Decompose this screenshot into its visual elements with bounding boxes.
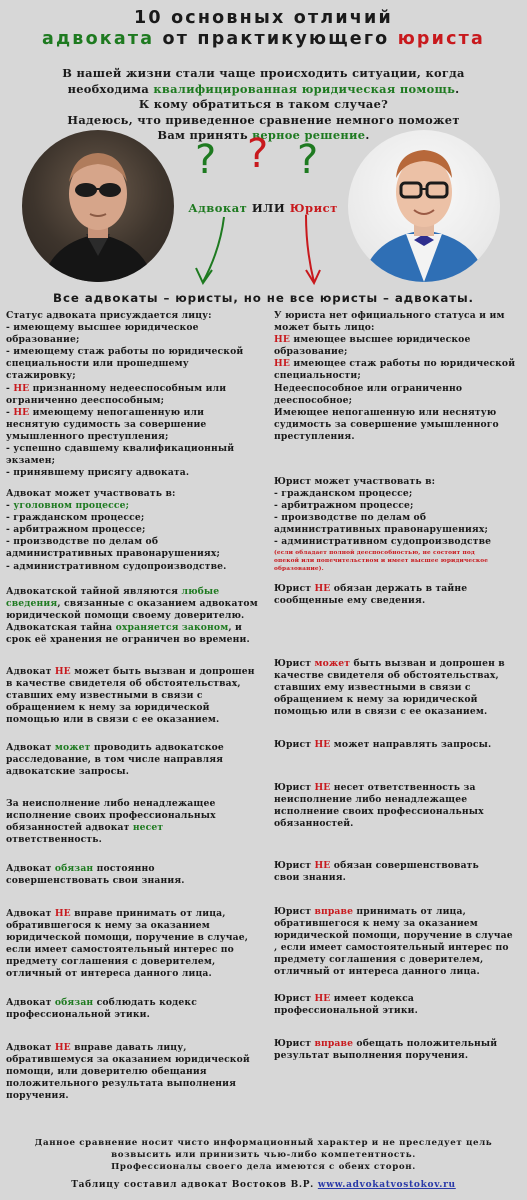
comparison-line: - арбитражном процессе; <box>6 524 146 536</box>
comparison-line: срок её хранения не ограничен во времени. <box>6 634 250 646</box>
comparison-line: Имеющее непогашенную или неснятую <box>274 406 497 418</box>
comparison-line: За неисполнение либо ненадлежащее <box>6 798 216 809</box>
disclaimer <box>10 1137 517 1173</box>
comparison-line: обратившегося к нему за оказанием <box>274 918 478 930</box>
row-10-right <box>274 1038 524 1062</box>
comparison-line: исполнение своих профессиональных <box>6 810 216 822</box>
row-1-left <box>6 310 268 479</box>
comparison-line: профессиональной этики. <box>6 1009 150 1021</box>
comparison-line: Юрист может участвовать в: <box>274 476 436 487</box>
emphasis-negative: НЕ <box>274 358 290 370</box>
intro-fragment: . <box>455 81 460 96</box>
comparison-line: положительного результата выполнения <box>6 1078 237 1090</box>
emphasis-negative: вправе <box>314 906 354 917</box>
comparison-line: совершенствовать свои знания. <box>6 875 185 887</box>
comparison-line: исполнение своих профессиональных <box>274 806 484 818</box>
comparison-line: может быть лицо: <box>274 322 375 334</box>
compare-advocate: Адвокат <box>188 201 248 215</box>
comparison-line: - производстве по делам об <box>6 536 159 548</box>
comparison-line: - гражданском процессе; <box>6 512 145 524</box>
row-5-left <box>6 742 268 778</box>
intro-line: Надеюсь, что приведенное сравнение немного поможет <box>67 112 460 127</box>
comparison-line: Адвокатская тайна охраняется законом, и <box>6 622 243 634</box>
row-9-right <box>274 993 524 1017</box>
comparison-line: специальности; <box>274 370 361 382</box>
intro-fragment: Вам принять <box>157 128 253 142</box>
compare-or: ИЛИ <box>247 201 290 215</box>
comparison-line: обратившемуся за оказанием юридической <box>6 1054 250 1066</box>
comparison-line: расследование, в том числе направляя <box>6 754 224 766</box>
emphasis-negative: НЕ <box>314 993 331 1004</box>
emphasis-positive: охраняется законом <box>115 622 229 634</box>
website-link[interactable]: www.advokatvostokov.ru <box>317 1180 456 1190</box>
comparison-line: неисполнение либо ненадлежащее <box>274 794 468 806</box>
comparison-line: неснятую судимость за совершение <box>6 418 207 430</box>
comparison-line: Юрист вправе обещать положительный <box>274 1038 498 1049</box>
comparison-line: сообщенные ему сведения. <box>274 595 426 607</box>
comparison-line: - уголовном процессе; <box>6 500 130 512</box>
comparison-line: Адвокат может участвовать в: <box>6 488 176 499</box>
main-statement: Все адвокаты – юристы, но не все юристы – адвокаты. <box>53 291 474 305</box>
row-7-left <box>6 863 268 887</box>
comparison-line: поручения. <box>6 1090 69 1102</box>
emphasis-negative: НЕ <box>314 860 331 871</box>
comparison-line: - НЕ имеющему непогашенную или <box>6 406 205 418</box>
title-middle: от практикующего <box>154 29 398 49</box>
title-lawyer: юриста <box>397 29 486 49</box>
comparison-line: - арбитражном процессе; <box>274 500 414 512</box>
comparison-line: обращением к нему за юридической <box>6 702 210 714</box>
comparison-line: У юриста нет официального статуса и им <box>274 310 505 321</box>
comparison-line: отличный от интереса данного лица. <box>274 966 480 978</box>
question-mark-icon: ? <box>195 137 217 183</box>
arrow-down-left-icon <box>203 217 224 282</box>
comparison-line: - успешно сдавшему квалификационный <box>6 443 235 455</box>
comparison-line: Адвокат НЕ может быть вызван и допрошен <box>6 666 255 677</box>
comparison-line: ставших ему известными в связи с <box>6 690 203 702</box>
comparison-line: - административном судопроизводстве. <box>6 560 227 572</box>
comparison-line: Юрист НЕ несет ответственность за <box>274 782 476 793</box>
intro-highlight: верное решение <box>252 128 366 142</box>
row-4-right <box>274 658 524 718</box>
row-10-left <box>6 1042 268 1102</box>
emphasis-negative: вправе <box>314 1038 354 1049</box>
title-advocate: адвоката <box>41 29 155 49</box>
comparison-line: экзамен; <box>6 455 56 467</box>
comparison-line: умышленного преступления; <box>6 430 169 442</box>
comparison-line: свои знания. <box>274 872 346 884</box>
row-3-right <box>274 583 524 607</box>
comparison-line: специальности или прошедшему <box>6 358 189 370</box>
emphasis-negative: НЕ <box>54 666 71 677</box>
comparison-line: Адвокат НЕ вправе принимать от лица, <box>6 908 226 919</box>
credit-text: Таблицу составил адвокат Востоков В.Р. <box>71 1180 318 1190</box>
comparison-line: юридической помощи, поручение в случае <box>274 930 513 942</box>
comparison-line: административных правонарушениях; <box>6 548 221 560</box>
comparison-line: помощью или в связи с ее оказанием. <box>274 706 488 718</box>
disclaimer-line: возвысить или принизить чью-либо компетентность. <box>111 1150 416 1160</box>
comparison-line: Адвокат может проводить адвокатское <box>6 742 224 753</box>
comparison-line: административных правонарушениях; <box>274 524 489 536</box>
comparison-line: - принявшему присягу адвоката. <box>6 467 190 479</box>
question-mark-icon: ? <box>247 131 269 177</box>
comparison-line: Юрист НЕ может направлять запросы. <box>274 739 492 750</box>
emphasis-positive: обязан <box>54 997 94 1008</box>
credit-line <box>0 1180 527 1190</box>
emphasis-positive: обязан <box>54 863 94 874</box>
intro-fragment: необходима <box>67 81 154 96</box>
comparison-line: , если имеет самостоятельный интерес по <box>274 942 509 954</box>
comparison-line: НЕ имеющее высшее юридическое <box>274 334 471 346</box>
comparison-line: Недееспособное или ограниченно <box>274 382 463 394</box>
comparison-line: обязанностей. <box>274 818 354 830</box>
emphasis-positive: уголовном процессе; <box>13 500 130 512</box>
comparison-line: в качестве свидетеля об обстоятельствах, <box>6 678 241 690</box>
emphasis-negative: НЕ <box>314 739 331 750</box>
title-line-1: 10 основных отличий <box>134 8 393 28</box>
compare-label <box>178 201 348 215</box>
row-2-right <box>274 476 524 573</box>
comparison-line: Статус адвоката присуждается лицу: <box>6 310 212 321</box>
emphasis-negative: НЕ <box>314 782 331 793</box>
comparison-line: - НЕ признанному недееспособным или <box>6 382 227 394</box>
comparison-line: помощью или в связи с ее оказанием. <box>6 714 220 726</box>
emphasis-negative: может <box>314 658 351 669</box>
comparison-line: стажировку; <box>6 370 76 382</box>
comparison-line: НЕ имеющее стаж работы по юридической <box>274 358 516 370</box>
row-9-left <box>6 997 268 1021</box>
row-1-right <box>274 310 524 443</box>
emphasis-negative: НЕ <box>54 1042 71 1053</box>
comparison-line: ответственность. <box>6 834 102 846</box>
comparison-line: - гражданском процессе; <box>274 488 413 500</box>
comparison-line: Адвокат обязан соблюдать кодекс <box>6 997 197 1008</box>
comparison-line: ограниченно дееспособным; <box>6 394 165 406</box>
comparison-line: помощи, или доверителю обещания <box>6 1066 207 1078</box>
question-mark-icon: ? <box>297 137 319 183</box>
comparison-line: обратившегося к нему за оказанием <box>6 920 210 932</box>
row-6-right <box>274 782 524 830</box>
row-4-left <box>6 666 268 726</box>
comparison-line: образование; <box>274 346 348 358</box>
emphasis-negative: НЕ <box>274 334 290 346</box>
row-8-left <box>6 908 268 981</box>
comparison-line: если имеет самостоятельный интерес по <box>6 944 234 956</box>
comparison-line: Юрист НЕ обязан совершенствовать <box>274 860 479 871</box>
comparison-line: адвокатские запросы. <box>6 766 130 778</box>
comparison-line: юридической помощи своему доверителю. <box>6 610 245 622</box>
comparison-line: образование; <box>6 334 80 346</box>
compare-lawyer: Юрист <box>289 201 338 215</box>
comparison-line: предмету соглашения с доверителем, <box>274 954 484 966</box>
comparison-line: Юрист НЕ имеет кодекса <box>274 993 415 1004</box>
comparison-line: дееспособное; <box>274 394 353 406</box>
comparison-line: юридической помощи, поручение в случае, <box>6 932 249 944</box>
comparison-note: опекой или попечительством и имеет высшее юридическое <box>274 557 489 564</box>
emphasis-negative: НЕ <box>13 406 30 418</box>
intro-line: К кому обратиться в таком случае? <box>138 97 389 111</box>
comparison-line: - имеющему стаж работы по юридической <box>6 346 244 358</box>
emphasis-positive: несет <box>132 822 164 834</box>
comparison-line: предмету соглашения с доверителем, <box>6 956 216 968</box>
comparison-line: ставших ему известными в связи с <box>274 682 471 694</box>
emphasis-negative: НЕ <box>314 583 331 594</box>
emphasis-negative: НЕ <box>54 908 71 919</box>
comparison-line: качестве свидетеля об обстоятельствах, <box>274 670 499 682</box>
arrows-layer <box>0 0 527 300</box>
row-7-right <box>274 860 524 884</box>
emphasis-positive: сведения <box>6 598 58 610</box>
emphasis-negative: НЕ <box>13 382 30 394</box>
comparison-line: обращением к нему за юридической <box>274 694 478 706</box>
comparison-line: Адвокат НЕ вправе давать лицу, <box>6 1042 187 1053</box>
comparison-note: образование). <box>274 565 324 572</box>
intro-line: В нашей жизни стали чаще происходить ситуации, когда <box>62 66 465 80</box>
row-6-left <box>6 798 268 846</box>
row-2-left <box>6 488 268 573</box>
comparison-note: (если обладает полной дееспособностью, не состоит под <box>274 549 475 556</box>
comparison-line: Юрист может быть вызван и допрошен в <box>274 658 505 669</box>
comparison-line: преступления. <box>274 430 355 442</box>
comparison-line: Юрист вправе принимать от лица, <box>274 906 466 917</box>
comparison-line: Юрист НЕ обязан держать в тайне <box>274 583 468 594</box>
comparison-line: Адвокатской тайной являются любые <box>6 586 220 597</box>
comparison-line: обязанностей адвокат несет <box>6 822 164 834</box>
emphasis-positive: любые <box>181 586 220 597</box>
comparison-line: результат выполнения поручения. <box>274 1050 469 1062</box>
comparison-line: профессиональной этики. <box>274 1005 418 1017</box>
intro-fragment: . <box>365 128 370 142</box>
disclaimer-line: Данное сравнение носит чисто информационный характер и не преследует цель <box>34 1138 493 1148</box>
row-8-right <box>274 906 524 979</box>
comparison-line: - имеющему высшее юридическое <box>6 322 199 334</box>
comparison-line: судимость за совершение умышленного <box>274 418 499 430</box>
emphasis-positive: может <box>54 742 91 753</box>
comparison-line: - административном судопроизводстве <box>274 536 492 548</box>
row-5-right <box>274 739 524 751</box>
comparison-line: - производстве по делам об <box>274 512 427 524</box>
row-3-left <box>6 586 268 646</box>
comparison-line: сведения, связанные с оказанием адвокатом <box>6 598 258 610</box>
disclaimer-line: Профессионалы своего дела имеются с обеих сторон. <box>111 1162 416 1172</box>
comparison-line: отличный от интереса данного лица. <box>6 968 212 980</box>
intro-highlight: квалифицированная юридическая помощь <box>153 81 456 96</box>
comparison-line: Адвокат обязан постоянно <box>6 863 155 874</box>
